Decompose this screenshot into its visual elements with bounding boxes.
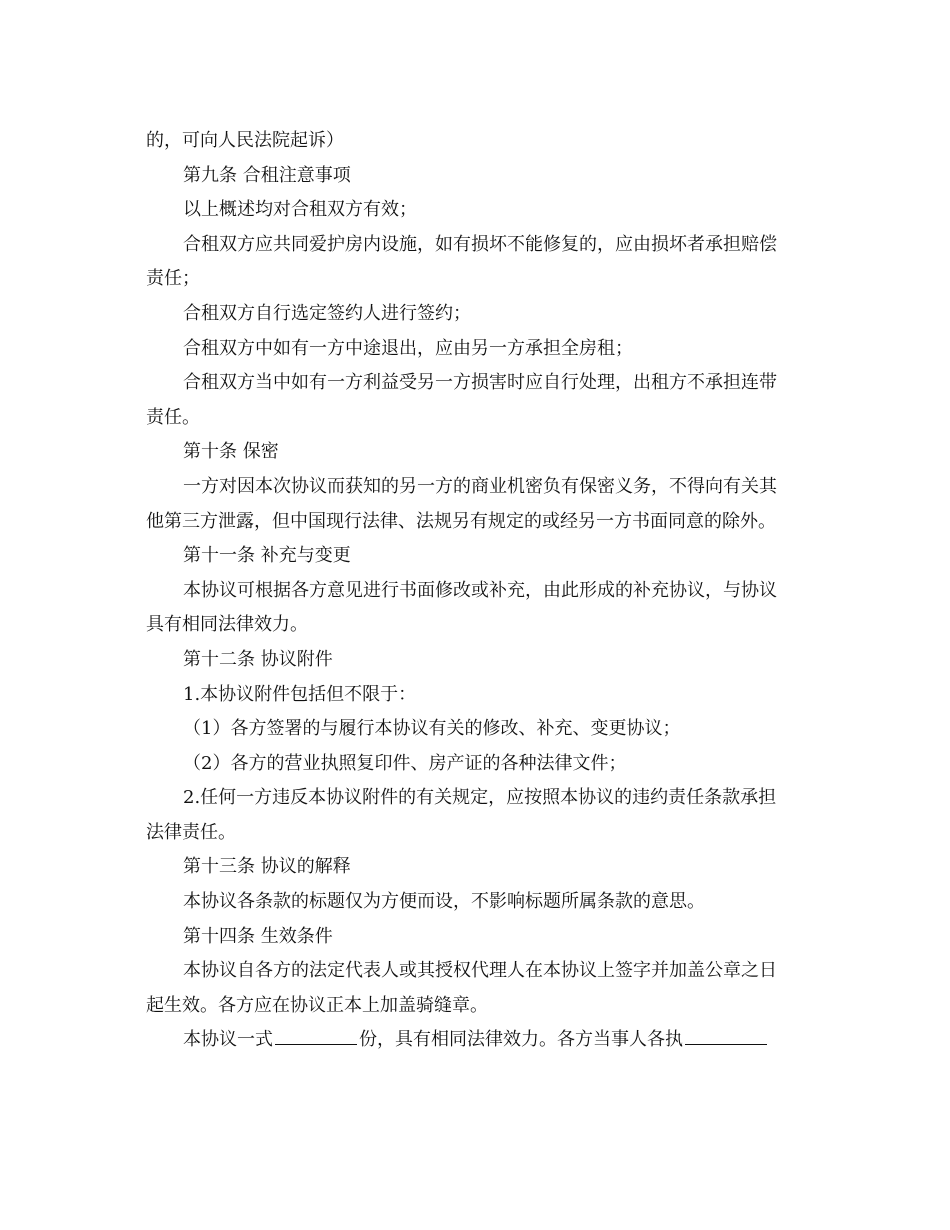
sub-list-item: （2）各方的营业执照复印件、房产证的各种法律文件； <box>183 752 627 774</box>
text-line: 合租双方应共同爱护房内设施，如有损坏不能修复的，应由损坏者承担赔偿 <box>183 233 777 255</box>
article-heading-10: 第十条 保密 <box>183 441 279 463</box>
text-line: 以上概述均对合租双方有效； <box>183 199 417 221</box>
copies-count-blank <box>275 1026 357 1045</box>
copies-each-blank <box>685 1026 767 1045</box>
text-line: 起生效。各方应在协议正本上加盖骑缝章。 <box>146 994 488 1016</box>
text-line: 合租双方自行选定签约人进行签约； <box>183 302 471 324</box>
article-heading-12: 第十二条 协议附件 <box>183 648 333 670</box>
text-line: 责任； <box>146 268 200 290</box>
text-line: 法律责任。 <box>146 821 236 843</box>
text-line: 责任。 <box>146 406 200 428</box>
text-line: 本协议自各方的法定代表人或其授权代理人在本协议上签字并加盖公章之日 <box>183 960 777 982</box>
copies-line <box>146 1023 802 1058</box>
text-line: 合租双方中如有一方中途退出，应由另一方承担全房租； <box>183 337 633 359</box>
list-item: 2.任何一方违反本协议附件的有关规定，应按照本协议的违约责任条款承担 <box>183 787 777 809</box>
text-line: 合租双方当中如有一方利益受另一方损害时应自行处理，出租方不承担连带 <box>183 372 777 394</box>
copies-text-part2: 份，具有相同法律效力。各方当事人各执 <box>359 1029 683 1051</box>
text-line: 一方对因本次协议而获知的另一方的商业机密负有保密义务，不得向有关其 <box>183 475 777 497</box>
article-heading-14: 第十四条 生效条件 <box>183 925 333 947</box>
document-body <box>146 124 802 1058</box>
sub-list-item: （1）各方签署的与履行本协议有关的修改、补充、变更协议； <box>183 718 681 740</box>
list-item: 1.本协议附件包括但不限于： <box>183 683 417 705</box>
copies-text-part1: 本协议一式 <box>183 1029 273 1051</box>
text-line: 他第三方泄露，但中国现行法律、法规另有规定的或经另一方书面同意的除外。 <box>146 510 776 532</box>
text-line: 本协议各条款的标题仅为方便而设，不影响标题所属条款的意思。 <box>183 891 705 913</box>
text-line: 本协议可根据各方意见进行书面修改或补充，由此形成的补充协议，与协议 <box>183 579 777 601</box>
article-heading-13: 第十三条 协议的解释 <box>183 856 351 878</box>
article-heading-11: 第十一条 补充与变更 <box>183 545 351 567</box>
text-line: 的，可向人民法院起诉） <box>146 130 344 151</box>
article-heading-9: 第九条 合租注意事项 <box>183 164 351 186</box>
text-line: 具有相同法律效力。 <box>146 614 308 636</box>
